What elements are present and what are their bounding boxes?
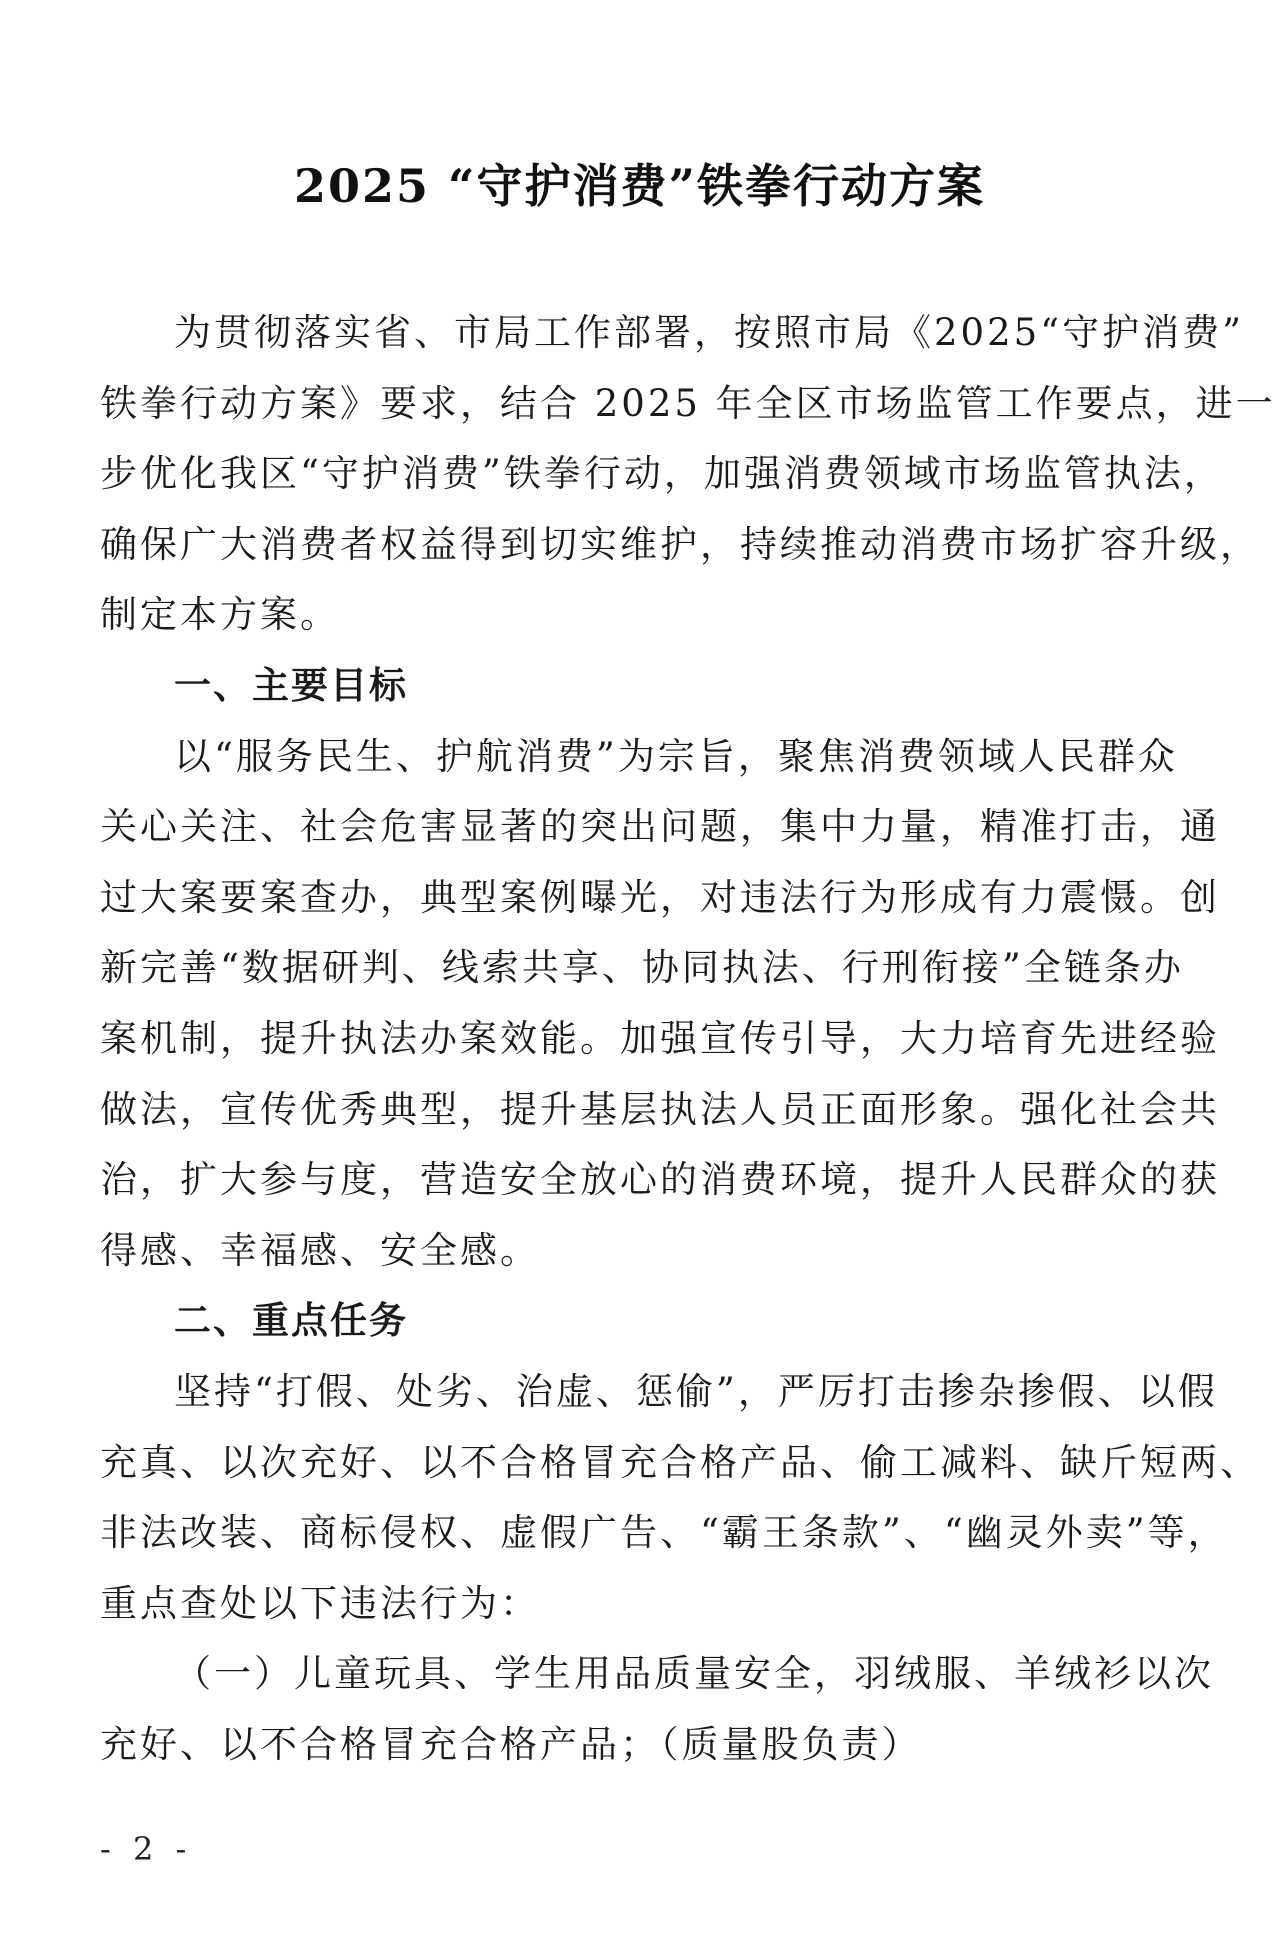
page-number: - 2 - — [100, 1830, 193, 1868]
paragraph-line: 为贯彻落实省、市局工作部署，按照市局《2025“守护消费” — [174, 311, 1244, 354]
list-item-line: （一）儿童玩具、学生用品质量安全，羽绒服、羊绒衫以次 — [174, 1652, 1214, 1696]
paragraph-line: 制定本方案。 — [100, 593, 340, 637]
paragraph-line: 非法改装、商标侵权、虚假广告、“霸王条款”、“幽灵外卖”等， — [100, 1511, 1228, 1555]
paragraph-line: 坚持“打假、处劣、治虚、惩偷”，严厉打击掺杂掺假、以假 — [174, 1369, 1218, 1413]
paragraph-line: 过大案要案查办，典型案例曝光，对违法行为形成有力震慑。创 — [100, 875, 1220, 919]
paragraph-line: 以“服务民生、护航消费”为宗旨，聚焦消费领域人民群众 — [174, 734, 1178, 778]
paragraph-line: 铁拳行动方案》要求，结合 2025 年全区市场监管工作要点，进一 — [100, 381, 1276, 425]
paragraph-line: 治，扩大参与度，营造安全放心的消费环境，提升人民群众的获 — [100, 1158, 1220, 1202]
paragraph-line: 步优化我区“守护消费”铁拳行动，加强消费领域市场监管执法， — [100, 452, 1224, 496]
document-body — [100, 298, 1276, 1780]
document-title: 2025 “守护消费”铁拳行动方案 — [294, 159, 985, 213]
paragraph-line: 重点查处以下违法行为： — [100, 1581, 540, 1625]
paragraph-line: 做法，宣传优秀典型，提升基层执法人员正面形象。强化社会共 — [100, 1087, 1220, 1131]
paragraph-line: 关心关注、社会危害显著的突出问题，集中力量，精准打击，通 — [100, 805, 1220, 849]
section-heading-goals: 一、主要目标 — [174, 663, 408, 707]
list-item-line: 充好、以不合格冒充合格产品；（质量股负责） — [100, 1722, 922, 1766]
paragraph-line: 得感、幸福感、安全感。 — [100, 1228, 540, 1272]
paragraph-line: 新完善“数据研判、线索共享、协同执法、行刑衔接”全链条办 — [100, 946, 1184, 990]
section-heading-tasks: 二、重点任务 — [174, 1299, 408, 1343]
paragraph-line: 案机制，提升执法办案效能。加强宣传引导，大力培育先进经验 — [100, 1016, 1220, 1060]
paragraph-line: 确保广大消费者权益得到切实维护，持续推动消费市场扩容升级， — [100, 522, 1260, 566]
paragraph-line: 充真、以次充好、以不合格冒充合格产品、偷工减料、缺斤短两、 — [100, 1440, 1260, 1484]
